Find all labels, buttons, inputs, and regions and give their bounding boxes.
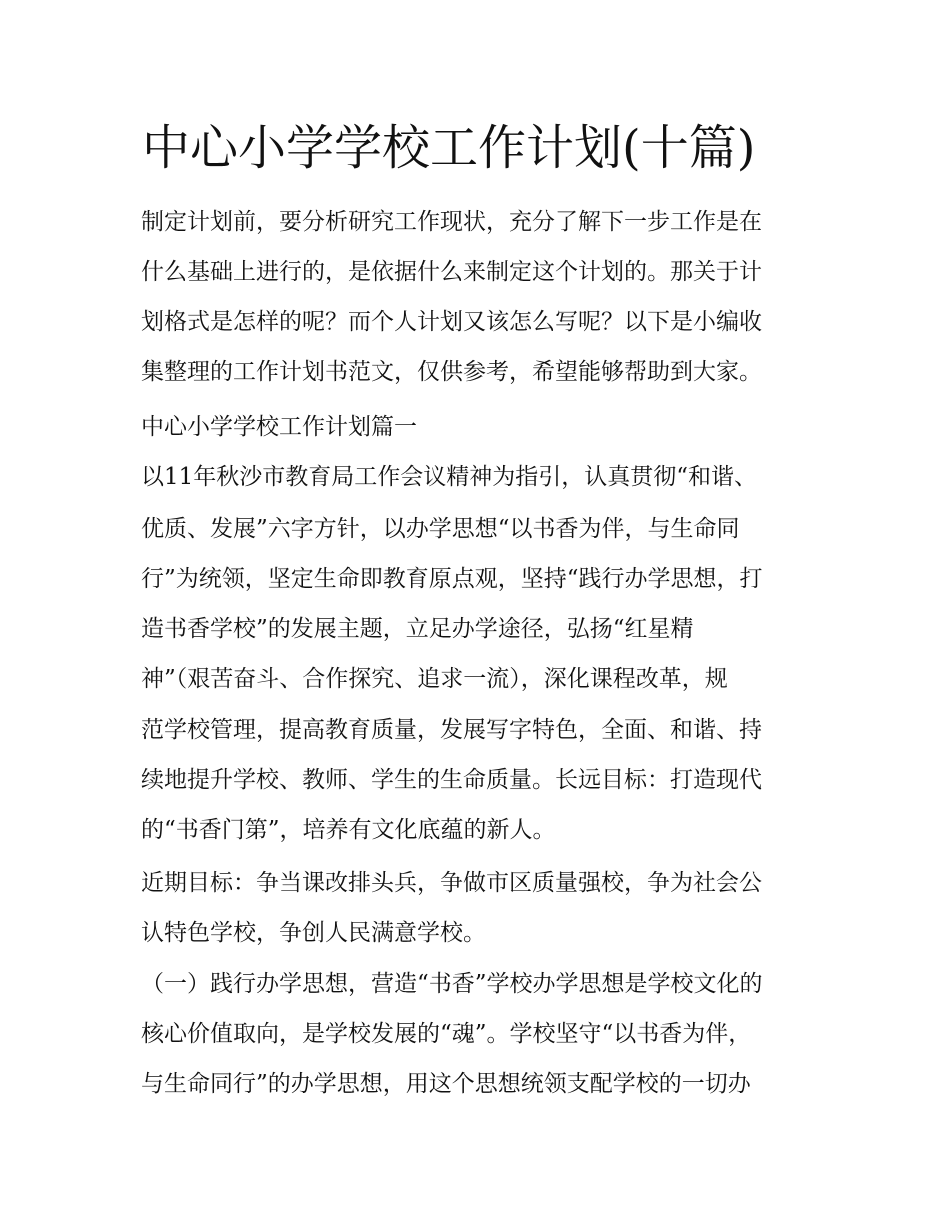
paragraph-line: 认特色学校，争创人民满意学校。: [141, 920, 486, 946]
paragraph-line: 与生命同行”的办学思想，用这个思想统领支配学校的一切办: [141, 1071, 751, 1097]
paragraph-line: 造书香学校”的发展主题，立足办学途径，弘扬“红星精: [141, 616, 694, 642]
paragraph-line: 什么基础上进行的，是依据什么来制定这个计划的。那关于计: [141, 259, 762, 285]
paragraph-line: 近期目标：争当课改排头兵，争做市区质量强校，争为社会公: [141, 870, 762, 896]
paragraph-line: 续地提升学校、教师、学生的生命质量。长远目标：打造现代: [141, 767, 762, 793]
paragraph-line: 以11年秋沙市教育局工作会议精神为指引，认真贯彻“和谐、: [141, 464, 758, 490]
paragraph-line: 优质、发展”六字方针，以办学思想“以书香为伴，与生命同: [141, 516, 740, 542]
paragraph-line: 集整理的工作计划书范文，仅供参考，希望能够帮助到大家。: [141, 359, 762, 385]
paragraph-line: 划格式是怎样的呢？而个人计划又该怎么写呢？以下是小编收: [141, 309, 762, 335]
paragraph-line: 行”为统领，坚定生命即教育原点观，坚持“践行办学思想，打: [141, 566, 763, 592]
paragraph-line: 核心价值取向，是学校发展的“魂”。学校坚守“以书香为伴，: [141, 1021, 752, 1047]
paragraph-line: （一）践行办学思想，营造“书香”学校办学思想是学校文化的: [141, 971, 763, 997]
section-heading: 中心小学学校工作计划篇一: [141, 414, 417, 440]
paragraph-line: 范学校管理，提高教育质量，发展写字特色，全面、和谐、持: [141, 717, 762, 743]
document-title: 中心小学学校工作计划(十篇): [142, 120, 756, 176]
paragraph-line: 制定计划前，要分析研究工作现状，充分了解下一步工作是在: [141, 209, 762, 235]
paragraph-line: 的“书香门第”，培养有文化底蕴的新人。: [141, 817, 556, 843]
paragraph-line: 神”（艰苦奋斗、合作探究、追求一流），深化课程改革，规: [141, 666, 728, 692]
